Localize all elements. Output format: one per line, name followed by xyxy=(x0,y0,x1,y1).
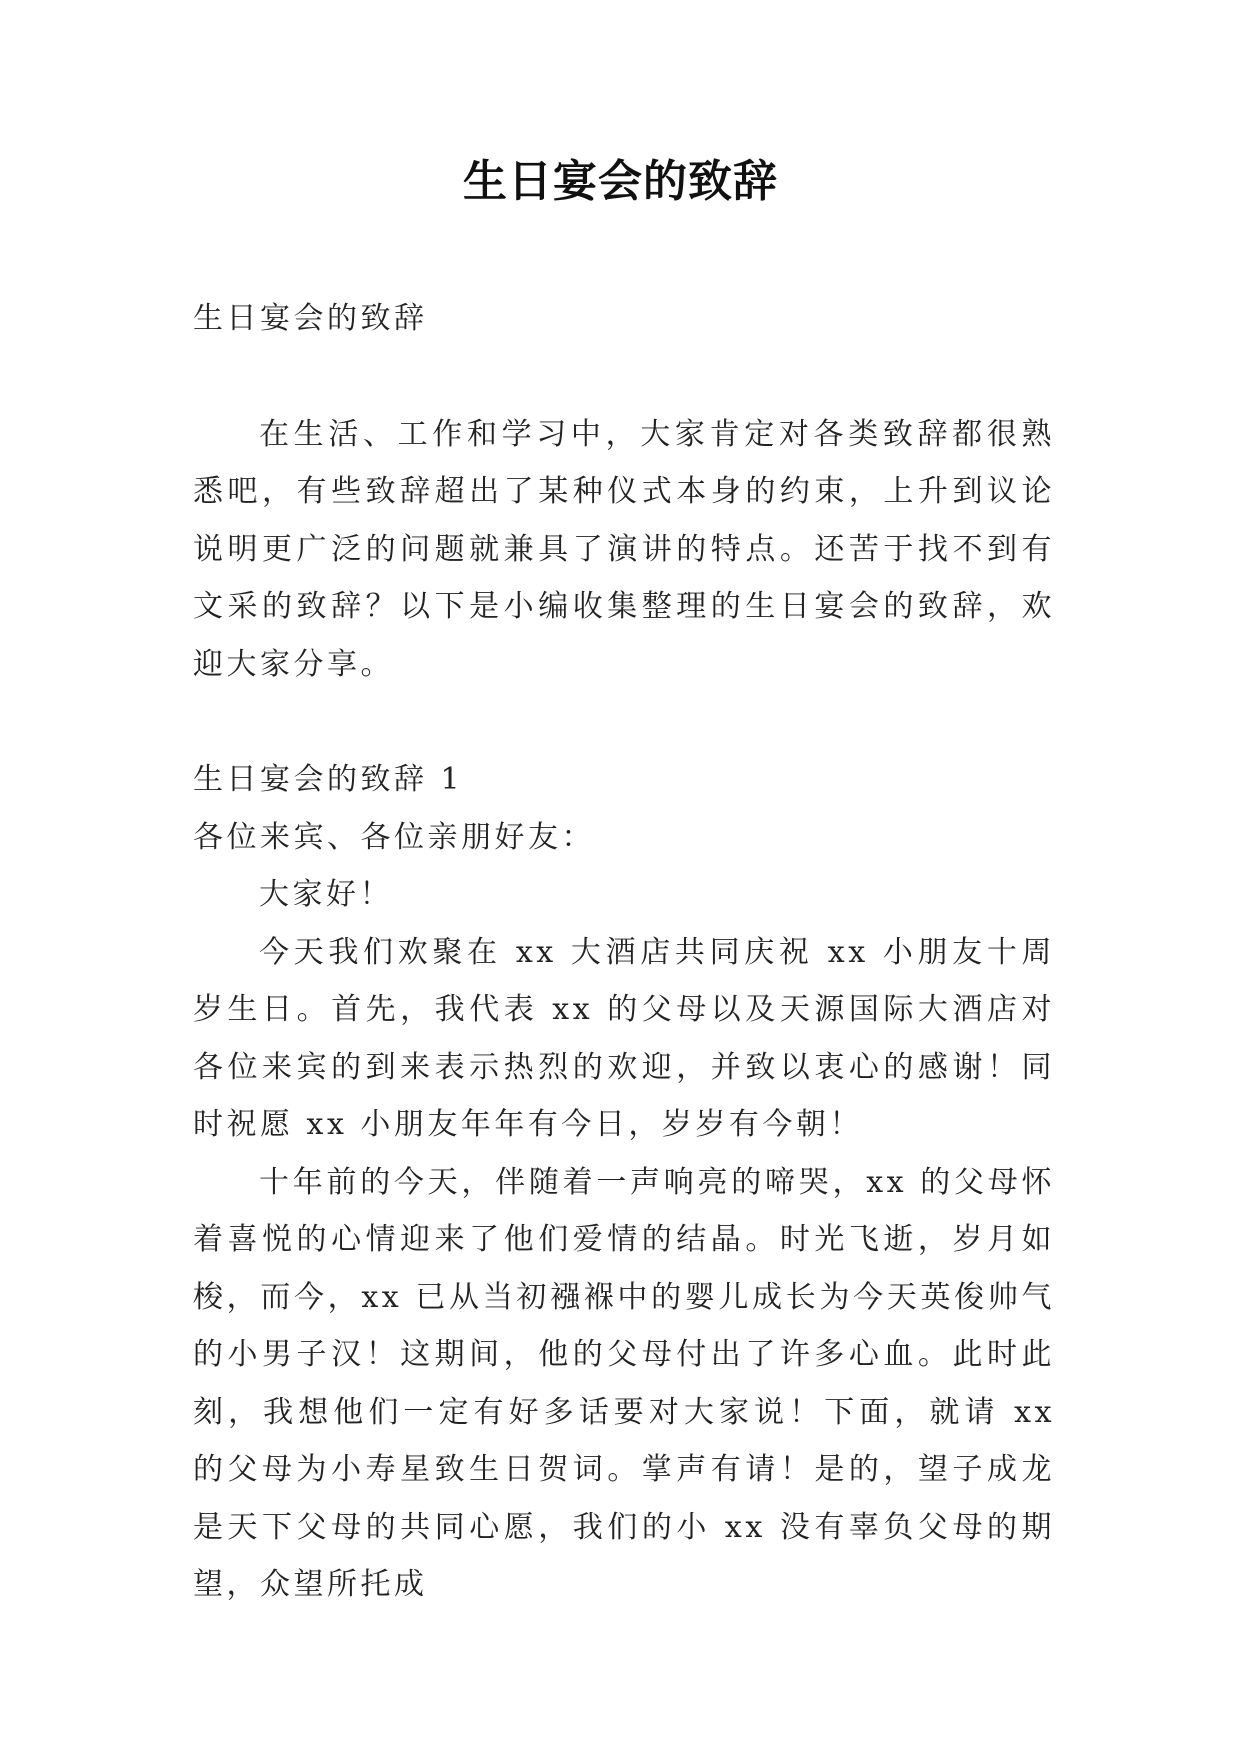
body-paragraph: 十年前的今天，伴随着一声响亮的啼哭，xx 的父母怀着喜悦的心情迎来了他们爱情的结晶。时光飞逝，岁月如梭，而今，xx 已从当初襁褓中的婴儿成长为今天英俊帅气的小男子汉！这期间，他的父母付出了许多心血。此时此刻，我想他们一定有好多话要对大家说！下面，就请 xx 的父母为小寿星致生日贺词。掌声有请！是的，望子成龙是天下父母的共同心愿，我们的小 xx 没有辜负父母的期望，众望所托成 xyxy=(193,1164,1055,1602)
greeting: 大家好！ xyxy=(259,877,393,912)
salutation: 各位来宾、各位亲朋好友： xyxy=(193,819,595,855)
document-subtitle: 生日宴会的致辞 xyxy=(193,301,428,336)
intro-paragraph: 在生活、工作和学习中，大家肯定对各类致辞都很熟悉吧，有些致辞超出了某种仪式本身的约束，上升到议论说明更广泛的问题就兼具了演讲的特点。还苦于找不到有文采的致辞？以下是小编收集整理的生日宴会的致辞，欢迎大家分享。 xyxy=(193,416,1055,682)
body-paragraph: 今天我们欢聚在 xx 大酒店共同庆祝 xx 小朋友十周岁生日。首先，我代表 xx 的父母以及天源国际大酒店对各位来宾的到来表示热烈的欢迎，并致以衷心的感谢！同时祝愿 xx 小朋友年年有今日，岁岁有今朝！ xyxy=(193,934,1055,1142)
document-body xyxy=(193,290,1055,1614)
document-title: 生日宴会的致辞 xyxy=(463,156,778,207)
section-heading: 生日宴会的致辞 1 xyxy=(193,762,464,797)
